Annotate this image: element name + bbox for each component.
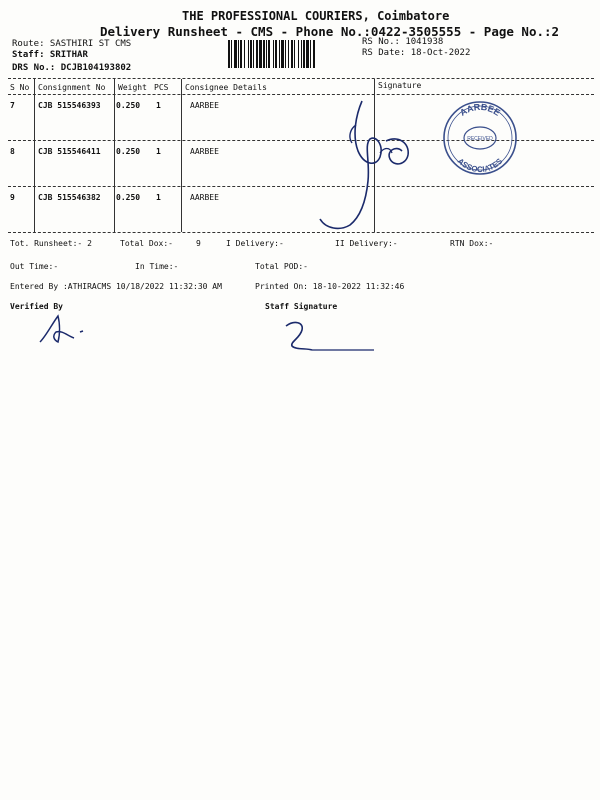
barcode-bar	[298, 40, 299, 68]
table-header-rule	[8, 94, 594, 95]
column-separator	[34, 79, 35, 232]
drs-number: DRS No.: DCJB104193802	[12, 63, 132, 73]
col-pcs: PCS	[154, 83, 169, 92]
company-stamp	[440, 98, 520, 178]
row-consignee: AARBEE	[190, 101, 219, 110]
route-label: Route: SASTHIRI ST CMS	[12, 39, 132, 49]
barcode-bar	[273, 40, 274, 68]
printed-on: Printed On: 18-10-2022 11:32:46	[255, 282, 405, 291]
row-sno: 9	[10, 193, 15, 202]
row-weight: 0.250	[116, 101, 141, 110]
barcode-bar	[240, 40, 242, 68]
row-weight: 0.250	[116, 147, 141, 156]
col-consignee: Consignee Details	[185, 83, 267, 92]
ii-delivery: II Delivery:-	[335, 239, 398, 248]
staff-label: Staff: SRITHAR	[12, 50, 88, 60]
row-sno: 7	[10, 101, 15, 110]
verified-by: Verified By	[10, 302, 63, 311]
total-dox-label: Total Dox:-	[120, 239, 173, 248]
runsheet-title: Delivery Runsheet - CMS - Phone No.:0422-3505555 - Page No.:2	[100, 24, 560, 39]
barcode-bar	[294, 40, 295, 68]
total-dox-value: 9	[196, 239, 201, 248]
barcode-bar	[231, 40, 232, 68]
barcode-bar	[263, 40, 265, 68]
stamp-top-text: AARBEE	[458, 101, 503, 118]
barcode-bar	[253, 40, 254, 68]
col-sno: S No	[10, 83, 30, 92]
barcode-bar	[301, 40, 302, 68]
col-consignment: Consignment No	[38, 83, 106, 92]
row-consignee: AARBEE	[190, 147, 219, 156]
total-pod: Total POD:-	[255, 262, 308, 271]
rs-number: RS No.: 1041938	[362, 37, 444, 47]
barcode-bar	[285, 40, 286, 68]
column-separator	[181, 79, 182, 232]
row-consignment: CJB 515546411	[38, 147, 101, 156]
barcode-bar	[266, 40, 267, 68]
verifier-signature	[30, 310, 100, 350]
row-pcs: 1	[156, 147, 161, 156]
row-weight: 0.250	[116, 193, 141, 202]
company-title: THE PROFESSIONAL COURIERS, Coimbatore	[182, 9, 450, 23]
column-separator	[114, 79, 115, 232]
rtn-dox: RTN Dox:-	[450, 239, 494, 248]
barcode-bar	[268, 40, 270, 68]
barcode-bar	[313, 40, 315, 68]
stamp-bottom-text: ASSOCIATES	[455, 156, 505, 175]
table-bottom-rule	[8, 232, 594, 233]
stamp-center-text: RECEIVED	[467, 136, 493, 142]
barcode-bar	[279, 40, 280, 68]
row-consignment: CJB 515546382	[38, 193, 101, 202]
out-time: Out Time:-	[10, 262, 59, 271]
col-signature: Signature	[378, 81, 422, 90]
row-consignee: AARBEE	[190, 193, 219, 202]
table-top-rule	[8, 78, 594, 79]
barcode-bar	[238, 40, 239, 68]
barcode-bar	[306, 40, 309, 68]
row-pcs: 1	[156, 193, 161, 202]
row-sno: 8	[10, 147, 15, 156]
barcode-bar	[234, 40, 237, 68]
barcode-bar	[250, 40, 252, 68]
barcode-bar	[288, 40, 289, 68]
staff-signature-label: Staff Signature	[265, 302, 338, 311]
barcode-bar	[256, 40, 258, 68]
in-time: In Time:-	[135, 262, 179, 271]
row-divider	[8, 186, 594, 187]
receiver-signature	[310, 95, 420, 245]
barcode-bar	[275, 40, 277, 68]
barcode-bar	[291, 40, 293, 68]
barcode-bar	[310, 40, 311, 68]
barcode-bar	[303, 40, 305, 68]
i-delivery: I Delivery:-	[226, 239, 284, 248]
barcode-bar	[244, 40, 245, 68]
entered-by: Entered By :ATHIRACMS 10/18/2022 11:32:30 AM	[10, 282, 222, 291]
barcode	[228, 40, 356, 68]
row-pcs: 1	[156, 101, 161, 110]
rs-date: RS Date: 18-Oct-2022	[362, 48, 471, 58]
total-runsheet: Tot. Runsheet:- 2	[10, 239, 92, 248]
barcode-bar	[228, 40, 230, 68]
col-weight: Weight	[118, 83, 147, 92]
barcode-bar	[259, 40, 262, 68]
barcode-bar	[248, 40, 249, 68]
staff-signature	[282, 316, 382, 358]
row-consignment: CJB 515546393	[38, 101, 101, 110]
barcode-bar	[281, 40, 284, 68]
